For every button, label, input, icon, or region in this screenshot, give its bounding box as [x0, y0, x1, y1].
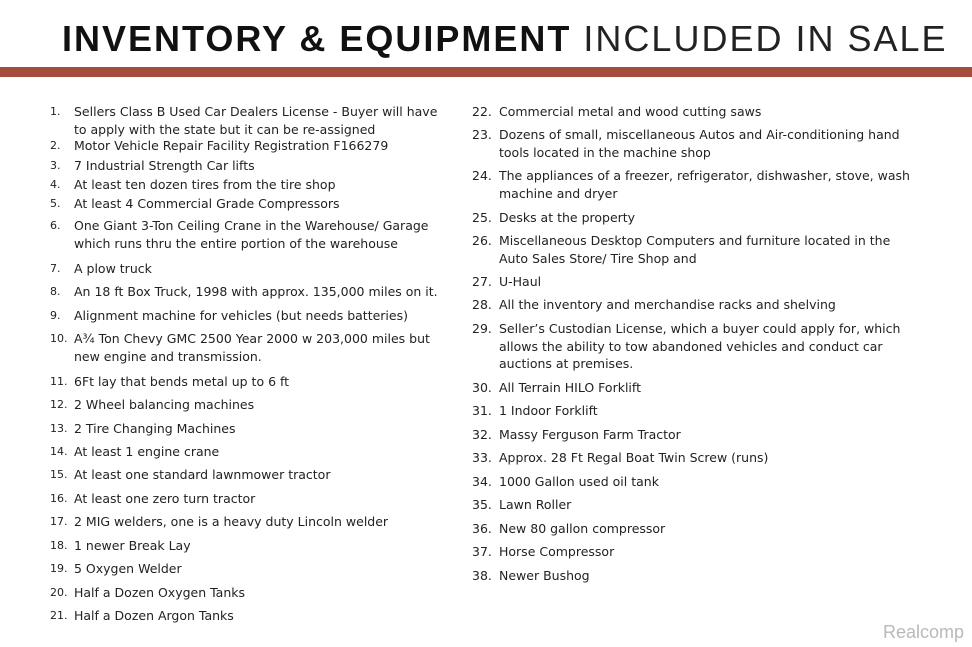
item-text: Lawn Roller — [499, 497, 572, 512]
item-number: 21. — [50, 609, 68, 622]
item-number: 32. — [472, 427, 492, 442]
item-text: Approx. 28 Ft Regal Boat Twin Screw (runs) — [499, 450, 769, 465]
list-item — [50, 217, 450, 252]
item-number: 29. — [472, 321, 492, 336]
list-item — [50, 103, 450, 138]
item-number: 12. — [50, 398, 68, 411]
list-item — [472, 496, 922, 514]
item-number: 8. — [50, 285, 61, 298]
list-item — [472, 543, 922, 561]
list-item — [50, 195, 450, 213]
item-text: 2 Wheel balancing machines — [74, 397, 255, 412]
list-item — [50, 137, 450, 155]
item-number: 25. — [472, 210, 492, 225]
list-item — [472, 167, 922, 202]
item-number: 5. — [50, 197, 61, 210]
item-text: At least 4 Commercial Grade Compressors — [74, 196, 340, 211]
item-number: 34. — [472, 474, 492, 489]
item-text: A plow truck — [74, 261, 152, 276]
item-number: 30. — [472, 380, 492, 395]
item-number: 13. — [50, 422, 68, 435]
item-number: 11. — [50, 375, 68, 388]
item-text: 2 Tire Changing Machines — [74, 421, 236, 436]
watermark-logo: Realcomp — [882, 622, 964, 642]
item-text: One Giant 3-Ton Ceiling Crane in the Warehouse/ Garage which runs thru the entire portion of the warehouse — [74, 218, 429, 251]
list-item — [472, 473, 922, 491]
item-number: 28. — [472, 297, 492, 312]
list-item — [472, 567, 922, 585]
item-number: 23. — [472, 127, 492, 142]
list-item — [472, 426, 922, 444]
list-item — [50, 443, 450, 461]
list-item — [50, 176, 450, 194]
item-text: Massy Ferguson Farm Tractor — [499, 427, 681, 442]
list-item — [472, 449, 922, 467]
item-text: Desks at the property — [499, 210, 636, 225]
list-item — [472, 126, 922, 161]
item-text: 1 newer Break Lay — [74, 538, 191, 553]
accent-divider — [0, 67, 972, 77]
item-number: 27. — [472, 274, 492, 289]
item-text: New 80 gallon compressor — [499, 521, 666, 536]
item-text: Commercial metal and wood cutting saws — [499, 104, 762, 119]
list-item — [472, 232, 922, 267]
list-item — [50, 466, 450, 484]
item-text: A¾ Ton Chevy GMC 2500 Year 2000 w 203,000 miles but new engine and transmission. — [74, 331, 430, 364]
page-title — [62, 16, 948, 62]
list-item — [472, 402, 922, 420]
item-number: 17. — [50, 515, 68, 528]
item-text: Half a Dozen Oxygen Tanks — [74, 585, 246, 600]
list-item — [50, 537, 450, 555]
list-item — [472, 209, 922, 227]
item-text: Half a Dozen Argon Tanks — [74, 608, 234, 623]
item-text: Newer Bushog — [499, 568, 590, 583]
list-item — [472, 520, 922, 538]
list-item — [50, 584, 450, 602]
item-number: 37. — [472, 544, 492, 559]
item-text: At least ten dozen tires from the tire shop — [74, 177, 336, 192]
item-number: 1. — [50, 105, 61, 118]
item-text: An 18 ft Box Truck, 1998 with approx. 135,000 miles on it. — [74, 284, 438, 299]
list-item — [50, 157, 450, 175]
list-item — [472, 273, 922, 291]
item-number: 20. — [50, 586, 68, 599]
title-light: INCLUDED IN SALE — [583, 18, 948, 59]
item-text: At least 1 engine crane — [74, 444, 220, 459]
item-text: 1000 Gallon used oil tank — [499, 474, 659, 489]
item-text: Alignment machine for vehicles (but needs batteries) — [74, 308, 408, 323]
item-number: 10. — [50, 332, 68, 345]
item-number: 35. — [472, 497, 492, 512]
item-number: 33. — [472, 450, 492, 465]
item-number: 4. — [50, 178, 61, 191]
item-number: 7. — [50, 262, 61, 275]
list-item — [50, 513, 450, 531]
list-item — [472, 320, 922, 373]
item-text: 6Ft lay that bends metal up to 6 ft — [74, 374, 290, 389]
item-number: 15. — [50, 468, 68, 481]
item-text: At least one zero turn tractor — [74, 491, 256, 506]
item-text: Miscellaneous Desktop Computers and furniture located in the Auto Sales Store/ Tire Shop and — [499, 233, 891, 266]
list-item — [50, 373, 450, 391]
item-text: Motor Vehicle Repair Facility Registration F166279 — [74, 138, 389, 153]
item-number: 24. — [472, 168, 492, 183]
item-number: 31. — [472, 403, 492, 418]
list-item — [472, 103, 922, 121]
list-item — [50, 560, 450, 578]
item-text: Sellers Class B Used Car Dealers License - Buyer will have to apply with the state but it can be re-assigned — [74, 104, 438, 137]
item-text: 2 MIG welders, one is a heavy duty Lincoln welder — [74, 514, 389, 529]
item-text: U-Haul — [499, 274, 542, 289]
item-text: Seller’s Custodian License, which a buyer could apply for, which allows the ability to tow abandoned vehicles and conduct car auctions at premises. — [499, 321, 901, 371]
item-number: 18. — [50, 539, 68, 552]
item-text: All Terrain HILO Forklift — [499, 380, 641, 395]
item-number: 19. — [50, 562, 68, 575]
list-item — [50, 330, 450, 365]
item-number: 36. — [472, 521, 492, 536]
item-number: 22. — [472, 104, 492, 119]
list-item — [472, 296, 922, 314]
item-number: 6. — [50, 219, 61, 232]
item-text: 1 Indoor Forklift — [499, 403, 598, 418]
item-number: 26. — [472, 233, 492, 248]
list-item — [50, 396, 450, 414]
title-bold: INVENTORY & EQUIPMENT — [62, 18, 572, 59]
item-text: 5 Oxygen Welder — [74, 561, 182, 576]
item-number: 9. — [50, 309, 61, 322]
list-item — [472, 379, 922, 397]
item-number: 38. — [472, 568, 492, 583]
list-item — [50, 490, 450, 508]
item-text: The appliances of a freezer, refrigerator, dishwasher, stove, wash machine and dryer — [499, 168, 910, 201]
list-item — [50, 607, 450, 625]
list-item — [50, 283, 450, 301]
item-text: At least one standard lawnmower tractor — [74, 467, 331, 482]
item-number: 3. — [50, 159, 61, 172]
list-item — [50, 420, 450, 438]
item-number: 14. — [50, 445, 68, 458]
item-text: 7 Industrial Strength Car lifts — [74, 158, 255, 173]
list-item — [50, 260, 450, 278]
item-text: Horse Compressor — [499, 544, 615, 559]
item-text: Dozens of small, miscellaneous Autos and Air-conditioning hand tools located in the machine shop — [499, 127, 900, 160]
list-item — [50, 307, 450, 325]
item-number: 16. — [50, 492, 68, 505]
item-text: All the inventory and merchandise racks and shelving — [499, 297, 836, 312]
item-number: 2. — [50, 139, 61, 152]
